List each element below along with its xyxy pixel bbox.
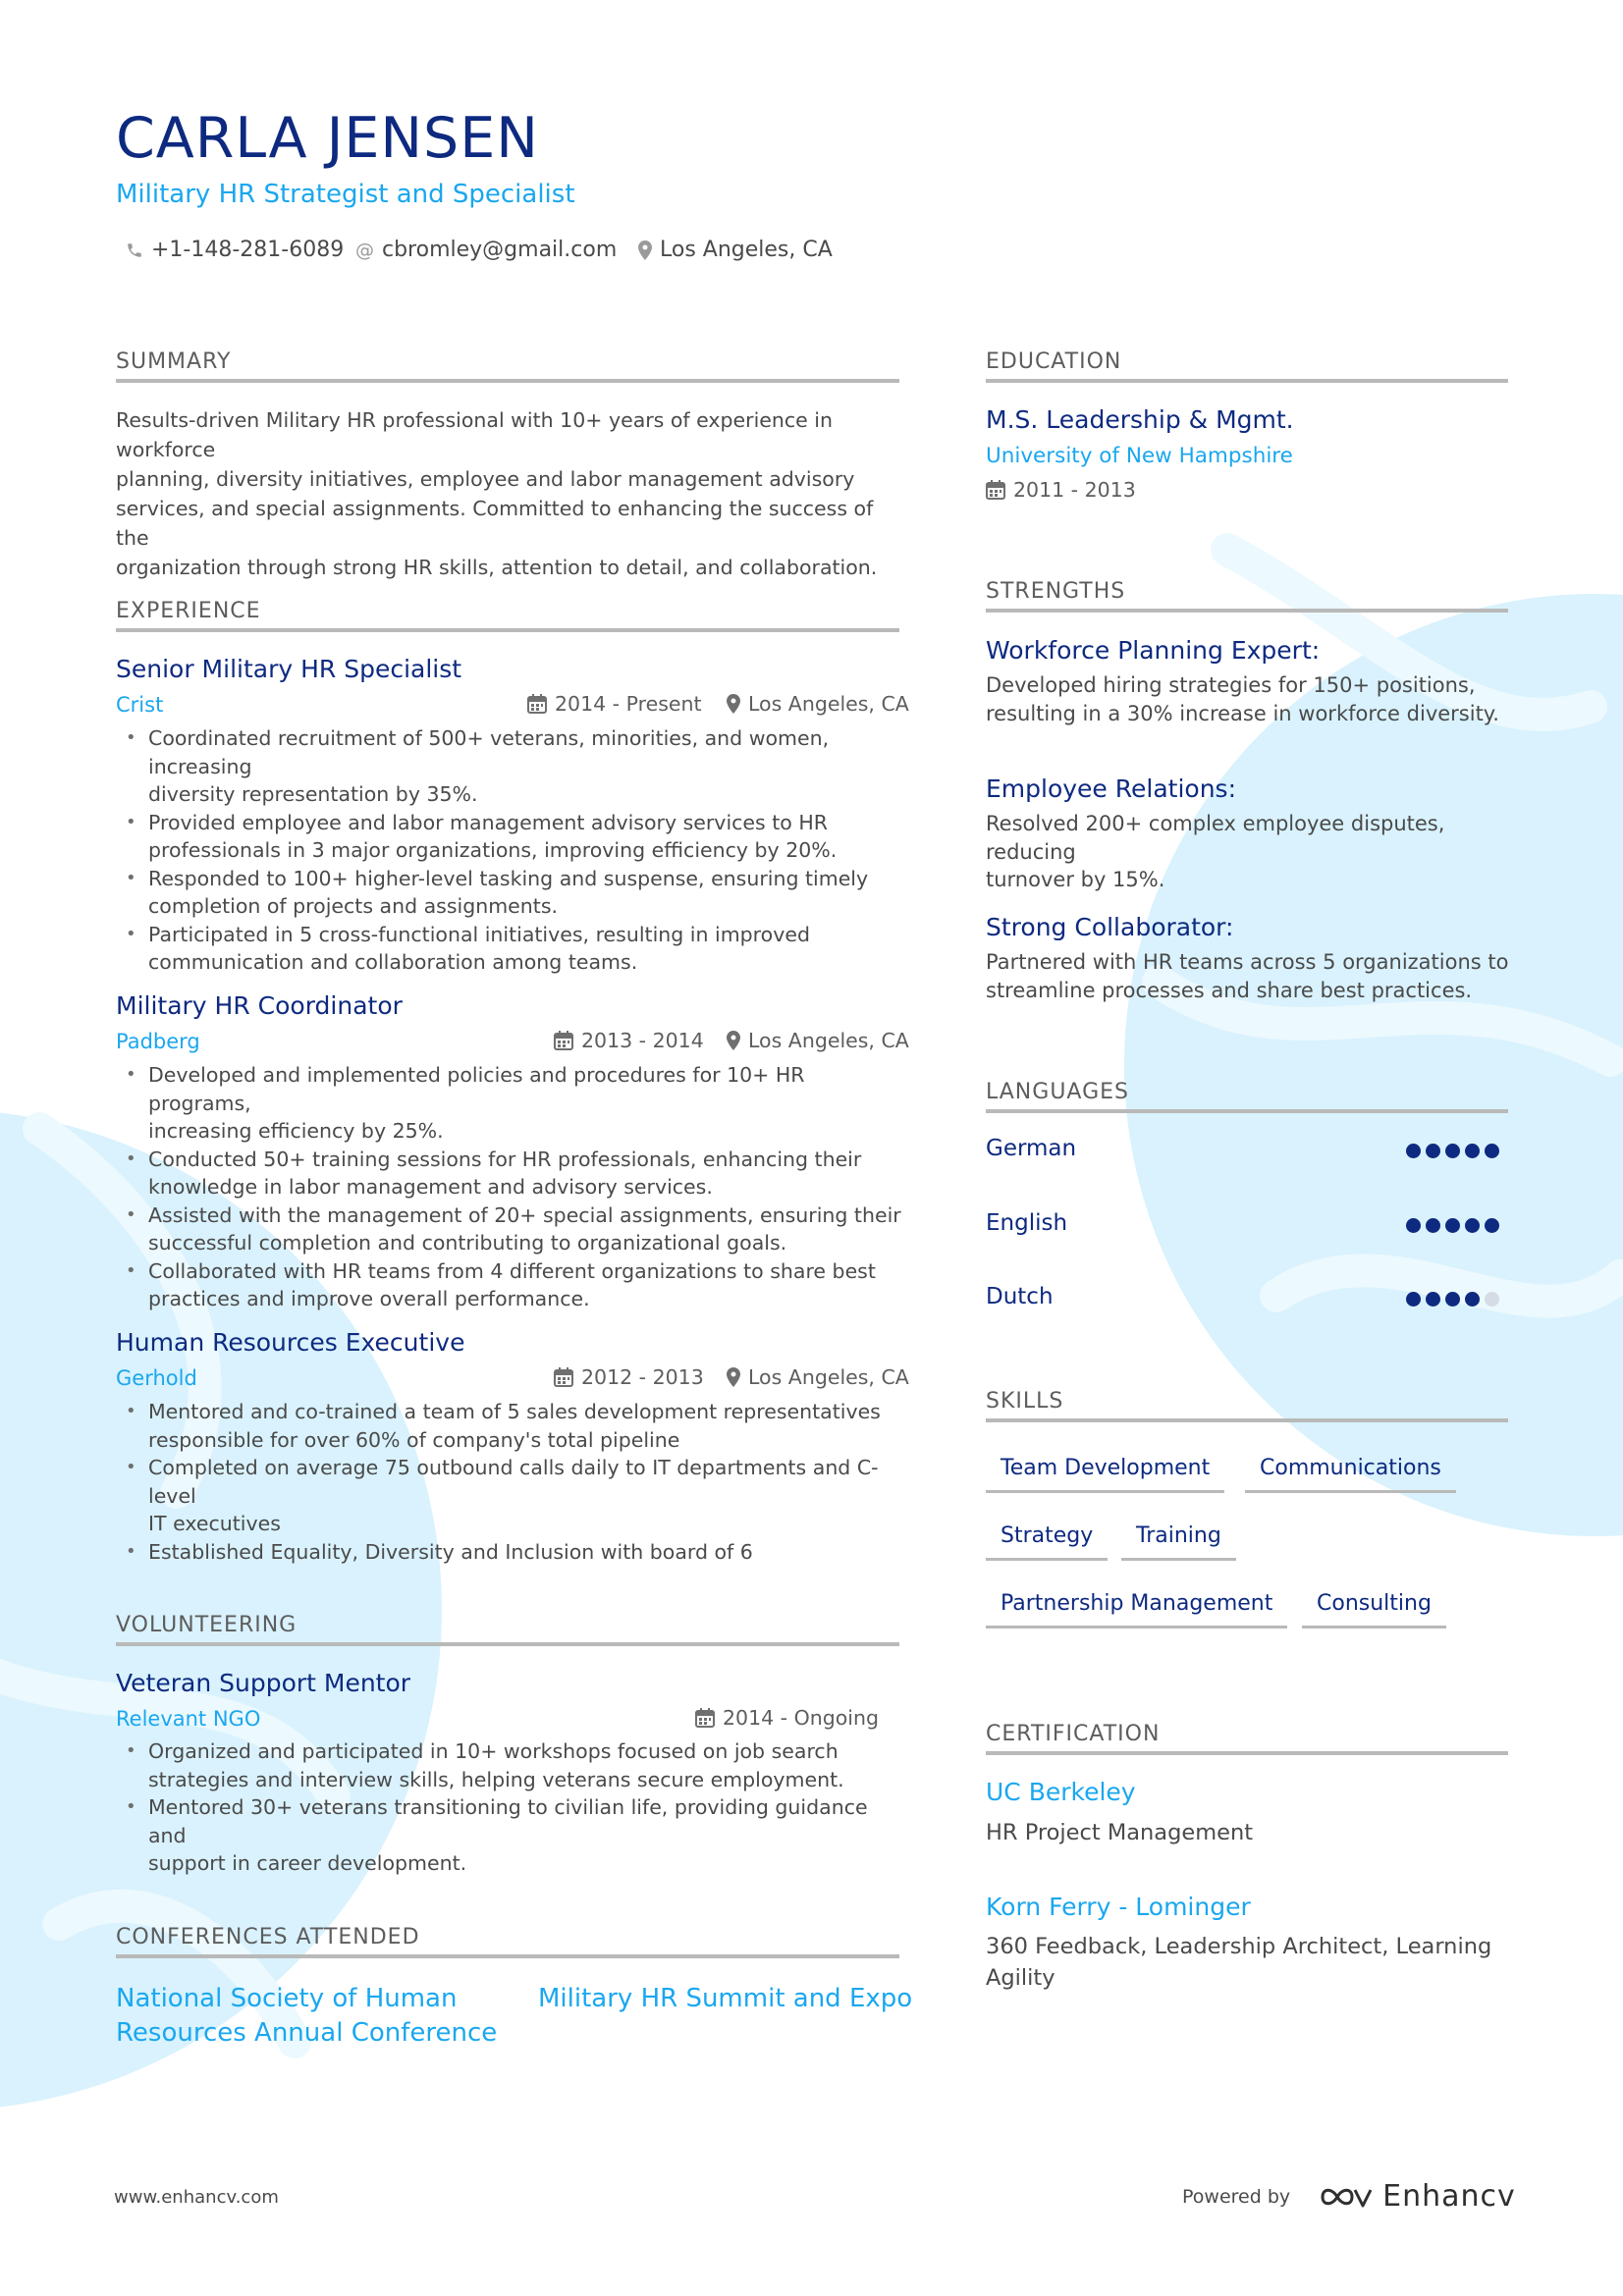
conference-line: Resources Annual Conference — [116, 2018, 498, 2048]
job-company: Gerhold — [116, 1366, 197, 1390]
level-dot-filled — [1426, 1292, 1440, 1307]
bullet-line: • Responded to 100+ higher-level tasking and suspense, ensuring timely — [148, 866, 869, 890]
volunteer-dates — [695, 1706, 879, 1730]
job-dates-text: 2012 - 2013 — [581, 1365, 704, 1389]
level-dot-filled — [1406, 1218, 1421, 1233]
job-dates — [527, 692, 702, 716]
skill-tag: Consulting — [1302, 1591, 1446, 1629]
skills-heading: SKILLS — [986, 1389, 1064, 1414]
volunteer-bullets — [116, 1737, 911, 1878]
bullet-line: knowledge in labor management and advisory services. — [148, 1175, 713, 1199]
strength-line: Partnered with HR teams across 5 organizations to — [986, 950, 1509, 974]
conference-line: National Society of Human — [116, 1984, 458, 2013]
job-title: Senior Military HR Specialist — [116, 655, 462, 683]
job-title: Human Resources Executive — [116, 1328, 465, 1357]
conference-line: Military HR Summit and Expo — [538, 1984, 913, 2013]
level-dot-filled — [1426, 1144, 1440, 1158]
phone-number[interactable]: +1-148-281-6089 — [151, 238, 345, 262]
calendar-icon — [986, 480, 1005, 500]
bullet-line: • Assisted with the management of 20+ special assignments, ensuring their — [148, 1202, 901, 1227]
email-address[interactable]: cbromley@gmail.com — [382, 238, 618, 262]
map-pin-icon — [727, 694, 740, 714]
conferences-rule — [116, 1954, 899, 1958]
calendar-icon — [554, 1031, 573, 1050]
bullet-item — [116, 921, 911, 977]
job-location — [727, 1365, 909, 1389]
strength-title: Workforce Planning Expert: — [986, 636, 1321, 665]
bullet-line: • Established Equality, Diversity and Inclusion with board of 6 — [148, 1539, 753, 1564]
calendar-icon — [695, 1708, 715, 1728]
calendar-icon — [554, 1367, 573, 1387]
languages-heading: LANGUAGES — [986, 1080, 1129, 1104]
language-level — [1406, 1292, 1499, 1307]
footer-branding — [1182, 2179, 1516, 2214]
bullet-line: • Provided employee and labor management advisory services to HR — [148, 810, 828, 834]
job-location — [727, 692, 909, 716]
at-icon: @ — [355, 239, 374, 261]
skill-tag: Communications — [1245, 1456, 1456, 1493]
bullet-line: practices and improve overall performance. — [148, 1287, 590, 1310]
conference-item — [538, 1982, 912, 2016]
level-dot-filled — [1485, 1218, 1499, 1233]
bullet-line: diversity representation by 35%. — [148, 782, 478, 806]
powered-by-text: Powered by — [1182, 2185, 1291, 2208]
bullet-item — [116, 1737, 911, 1793]
contact-email — [355, 238, 617, 262]
language-name: English — [986, 1210, 1068, 1236]
job-location-text: Los Angeles, CA — [748, 1029, 909, 1052]
education-dates-text: 2011 - 2013 — [1013, 478, 1136, 502]
conferences-heading: CONFERENCES ATTENDED — [116, 1925, 420, 1949]
footer-website[interactable]: www.enhancv.com — [114, 2187, 279, 2208]
bullet-line: strategies and interview skills, helping veterans secure employment. — [148, 1767, 844, 1791]
bullet-item — [116, 1061, 911, 1146]
skills-rule — [986, 1418, 1508, 1422]
bullet-item — [116, 1793, 911, 1878]
strength-line: Developed hiring strategies for 150+ positions, — [986, 673, 1476, 697]
certification-title: Korn Ferry - Lominger — [986, 1893, 1251, 1921]
map-pin-icon — [727, 1031, 740, 1050]
bullet-line: communication and collaboration among teams. — [148, 950, 638, 974]
contact-phone — [126, 238, 344, 262]
level-dot-filled — [1465, 1292, 1480, 1307]
level-dot-filled — [1445, 1144, 1460, 1158]
languages-rule — [986, 1109, 1508, 1113]
strength-title: Employee Relations: — [986, 774, 1236, 803]
job-company: Crist — [116, 693, 164, 717]
summary-line: organization through strong HR skills, attention to detail, and collaboration. — [116, 556, 878, 579]
job-title: Military HR Coordinator — [116, 991, 403, 1020]
candidate-title: Military HR Strategist and Specialist — [116, 180, 575, 209]
volunteering-heading: VOLUNTEERING — [116, 1613, 298, 1637]
language-name: Dutch — [986, 1284, 1054, 1309]
language-level — [1406, 1144, 1499, 1158]
level-dot-filled — [1445, 1218, 1460, 1233]
certification-desc — [986, 1817, 1516, 1848]
brand-name: Enhancv — [1382, 2179, 1516, 2214]
experience-rule — [116, 628, 899, 632]
volunteering-rule — [116, 1642, 899, 1646]
contact-location — [638, 238, 833, 262]
strength-line: resulting in a 30% increase in workforce diversity. — [986, 701, 1499, 725]
certification-heading: CERTIFICATION — [986, 1722, 1161, 1746]
skill-tag: Team Development — [986, 1456, 1224, 1493]
strength-desc — [986, 810, 1516, 894]
bullet-line: • Coordinated recruitment of 500+ veterans, minorities, and women, increasing — [148, 726, 830, 778]
level-dot-filled — [1426, 1218, 1440, 1233]
bullet-line: • Collaborated with HR teams from 4 different organizations to share best — [148, 1258, 876, 1283]
map-pin-icon — [638, 240, 652, 260]
bullet-line: completion of projects and assignments. — [148, 894, 559, 918]
job-dates — [554, 1365, 704, 1389]
job-company: Padberg — [116, 1030, 200, 1053]
education-dates — [986, 478, 1136, 502]
job-location-text: Los Angeles, CA — [748, 692, 909, 716]
skill-tag: Strategy — [986, 1523, 1108, 1561]
bullet-line: • Developed and implemented policies and procedures for 10+ HR programs, — [148, 1063, 805, 1115]
bullet-item — [116, 865, 911, 921]
education-school: University of New Hampshire — [986, 444, 1293, 468]
job-bullets — [116, 1061, 911, 1313]
job-dates-text: 2014 - Present — [555, 692, 702, 716]
bullet-line: • Mentored and co-trained a team of 5 sales development representatives — [148, 1400, 881, 1423]
bullet-line: support in career development. — [148, 1851, 467, 1875]
summary-line: services, and special assignments. Committed to enhancing the success of the — [116, 497, 874, 550]
strength-line: Resolved 200+ complex employee disputes, reducing — [986, 812, 1445, 864]
bullet-item — [116, 1146, 911, 1201]
certification-line: HR Project Management — [986, 1820, 1254, 1845]
level-dot-filled — [1406, 1292, 1421, 1307]
bullet-line: professionals in 3 major organizations, improving efficiency by 20%. — [148, 838, 838, 862]
skill-tag: Training — [1121, 1523, 1236, 1561]
conference-item — [116, 1982, 497, 2051]
bullet-item — [116, 1454, 911, 1538]
education-degree: M.S. Leadership & Mgmt. — [986, 405, 1294, 434]
strength-line: turnover by 15%. — [986, 868, 1165, 891]
level-dot-filled — [1465, 1218, 1480, 1233]
level-dot-filled — [1445, 1292, 1460, 1307]
location-text: Los Angeles, CA — [660, 238, 833, 262]
skill-tag: Partnership Management — [986, 1591, 1287, 1629]
bullet-item — [116, 1538, 911, 1567]
volunteer-dates-text: 2014 - Ongoing — [723, 1706, 879, 1730]
certification-line: 360 Feedback, Leadership Architect, Learning — [986, 1934, 1492, 1959]
language-level — [1406, 1218, 1499, 1233]
candidate-name: CARLA JENSEN — [116, 106, 539, 171]
bullet-line: • Participated in 5 cross-functional initiatives, resulting in improved — [148, 922, 810, 946]
job-dates-text: 2013 - 2014 — [581, 1029, 704, 1052]
summary-heading: SUMMARY — [116, 349, 232, 374]
language-name: German — [986, 1136, 1077, 1161]
level-dot-empty — [1485, 1292, 1499, 1307]
experience-heading: EXPERIENCE — [116, 599, 261, 623]
education-rule — [986, 379, 1508, 383]
bullet-line: increasing efficiency by 25%. — [148, 1119, 444, 1143]
bullet-line: • Organized and participated in 10+ workshops focused on job search — [148, 1739, 839, 1763]
strength-desc — [986, 948, 1516, 1004]
bullet-item — [116, 724, 911, 809]
map-pin-icon — [727, 1367, 740, 1387]
bullet-line: successful completion and contributing to organizational goals. — [148, 1231, 787, 1255]
enhancv-logo-icon — [1320, 2182, 1375, 2212]
phone-icon — [126, 241, 143, 259]
volunteer-org: Relevant NGO — [116, 1707, 261, 1731]
bullet-line: • Mentored 30+ veterans transitioning to civilian life, providing guidance and — [148, 1795, 868, 1847]
volunteer-title: Veteran Support Mentor — [116, 1669, 411, 1697]
bullet-item — [116, 1257, 911, 1313]
job-location-text: Los Angeles, CA — [748, 1365, 909, 1389]
strengths-heading: STRENGTHS — [986, 579, 1126, 604]
level-dot-filled — [1485, 1144, 1499, 1158]
job-bullets — [116, 724, 911, 977]
certification-desc — [986, 1931, 1516, 1994]
summary-text — [116, 405, 901, 582]
bullet-line: responsible for over 60% of company's total pipeline — [148, 1427, 680, 1452]
certification-title: UC Berkeley — [986, 1778, 1136, 1806]
job-location — [727, 1029, 909, 1052]
certification-rule — [986, 1751, 1508, 1755]
bullet-item — [116, 809, 911, 865]
education-heading: EDUCATION — [986, 349, 1122, 374]
summary-rule — [116, 379, 899, 383]
bullet-line: IT executives — [148, 1512, 281, 1535]
strength-desc — [986, 671, 1516, 727]
bullet-line: • Conducted 50+ training sessions for HR professionals, enhancing their — [148, 1147, 862, 1171]
bullet-line: • Completed on average 75 outbound calls daily to IT departments and C-level — [148, 1456, 879, 1508]
certification-line: Agility — [986, 1965, 1055, 1991]
bullet-item — [116, 1398, 911, 1454]
job-bullets — [116, 1398, 911, 1566]
strength-title: Strong Collaborator: — [986, 913, 1234, 941]
strengths-rule — [986, 609, 1508, 613]
bullet-item — [116, 1201, 911, 1257]
level-dot-filled — [1465, 1144, 1480, 1158]
job-dates — [554, 1029, 704, 1052]
strength-line: streamline processes and share best practices. — [986, 978, 1473, 1002]
level-dot-filled — [1406, 1144, 1421, 1158]
calendar-icon — [527, 694, 547, 714]
summary-line: planning, diversity initiatives, employee and labor management advisory — [116, 467, 855, 491]
summary-line: Results-driven Military HR professional with 10+ years of experience in workforce — [116, 408, 833, 461]
